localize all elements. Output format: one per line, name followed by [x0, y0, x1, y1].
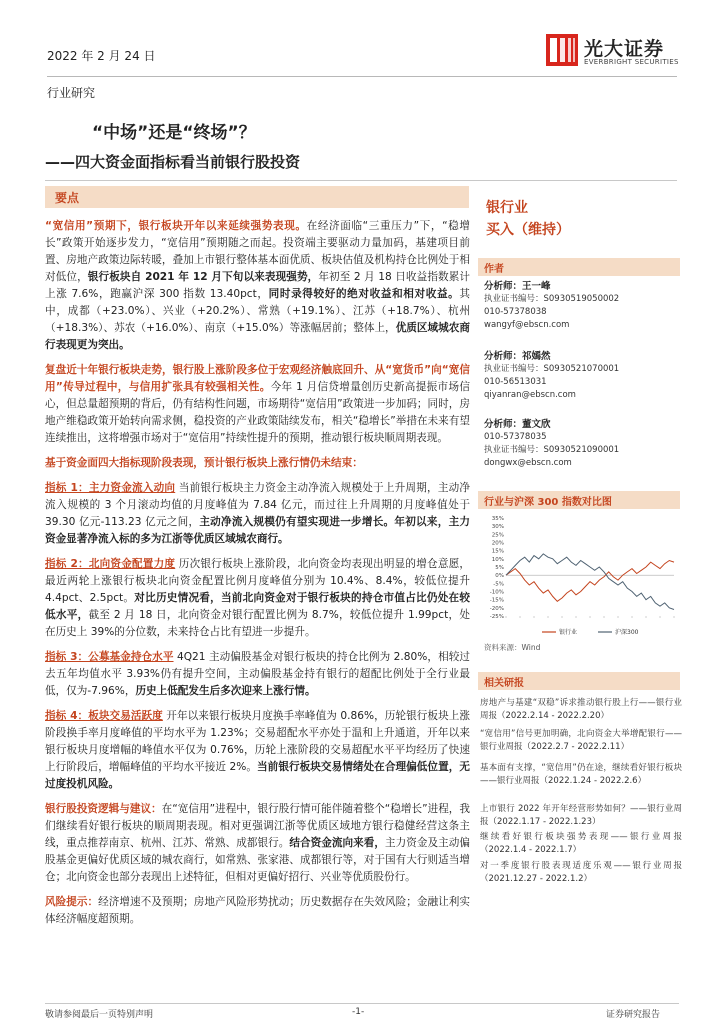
analyst-2-name: 分析师：祁嫣然 [484, 351, 551, 362]
indicator-1-bold: 主动净流入规模仍有望实现进一步增长。年初以来，主力资金显著净流入标的多为江浙等优质区域城农商行。 [45, 516, 471, 545]
analyst-3-email[interactable]: dongwx@ebscn.com [484, 458, 572, 468]
p3-lead: 基于资金面四大指标现阶段表现，预计银行板块上涨行情仍未结束： [45, 457, 363, 469]
y-tick-label: -5% [493, 581, 504, 588]
paragraph-indicator-4 [45, 708, 470, 793]
related-report-3[interactable]: 基本面有支撑，“宽信用”仍在途，继续看好银行板块——银行业周报（2022.1.24 - 2022.2.6） [480, 763, 682, 786]
footer-report-type: 证券研究报告 [606, 1010, 661, 1020]
analyst-1 [484, 280, 680, 332]
indicator-4-bold: 当前银行板块交易情绪处在合理偏低位置，无过度投机风险。 [45, 761, 470, 790]
indicator-3-bold: 历史上低配发生后多次迎来上涨行情。 [135, 685, 316, 697]
paragraph-3 [45, 455, 470, 472]
indicator-1-label: 指标 1：主力资金流入动向 [45, 482, 176, 494]
analyst-3-cert: 执业证书编号：S0930521090001 [484, 445, 620, 455]
p2-lead: 复盘近十年银行板块走势，银行股上涨阶段多位于宏观经济触底回升、从“宽货币”向“宽信用”传导过程中，与信用扩张具有较强相关性。 [45, 364, 470, 393]
index-comparison-chart [482, 512, 678, 640]
y-tick-label: 0% [495, 573, 504, 580]
investment-text: 在“宽信用”进程中，银行股行情可能伴随着整个“稳增长”进程，我们继续看好银行板块的顺周期表现。相对更强调江浙等优质区域地方银行稳健经营这条主线，重点推荐南京、杭州、江苏、常熟、成都银行。 [45, 803, 471, 849]
related-report-5[interactable]: 继续看好银行板块强势表现——银行业周报（2022.1.4 - 2022.1.7） [480, 832, 682, 855]
chart-heading-bar [478, 491, 680, 509]
analyst-2-cert: 执业证书编号：S0930521070001 [484, 364, 620, 374]
summary-body [45, 218, 470, 936]
report-title: “中场”还是“终场”？ [92, 123, 256, 143]
legend-label: 银行业 [559, 629, 578, 636]
p1-lead: “宽信用”预期下，银行板块开年以来延续强势表现。 [45, 220, 307, 232]
page-number: -1- [352, 1007, 365, 1017]
logo-text: 光大证券 [584, 38, 665, 60]
y-tick-label: 15% [491, 548, 504, 555]
investment-label: 银行股投资逻辑与建议： [45, 803, 162, 815]
p2-text: 今年 1 月信贷增量创历史新高提振市场信心，但总量超预期的背后，仍有结构性问题，市场期待“宽信用”政策进一步加码；同时，房地产维稳政策开始转向需求侧，稳投资的产业政策陆续发布，相关“稳增长”举措在未来有望连续推出，这将增强市场对于“宽信用”持续性提升的预期，推动银行板块顺周期表现。 [45, 381, 470, 444]
y-tick-label: 25% [491, 532, 504, 539]
sector-name: 银行业 [486, 200, 528, 216]
report-category: 行业研究 [47, 86, 96, 100]
analyst-1-email[interactable]: wangyf@ebscn.com [484, 320, 570, 330]
everbright-logo-icon [546, 34, 578, 66]
logo-subtext: EVERBRIGHT SECURITIES [584, 58, 679, 66]
summary-heading-bar [45, 186, 469, 208]
paragraph-investment [45, 801, 470, 886]
analyst-2 [484, 350, 680, 402]
analyst-2-phone: 010-56513031 [484, 377, 547, 387]
indicator-1-text: 当前银行板块主力资金主动净流入规模处于上升周期，主动净流入规模的 3 个月滚动均值的月度峰值为 7.84 亿元，而过往上升周期的月度峰值处于 39.30 亿元-113.23 亿元之间， [45, 482, 470, 528]
report-date: 2022 年 2 月 24 日 [47, 49, 156, 63]
y-tick-label: -10% [489, 589, 504, 596]
legend-label: 沪深300 [615, 629, 639, 636]
chart-heading: 行业与沪深 300 指数对比图 [484, 497, 612, 508]
indicator-3-text: 4Q21 主动偏股基金对银行板块的持仓比例为 2.80%，相较过去五年均值水平 3.93%仍有提升空间，主动偏股基金持有银行的超配比例处于全行业最低，仅为-7.96%， [45, 651, 470, 697]
y-tick-label: -20% [489, 605, 504, 612]
y-tick-label: 35% [491, 516, 504, 522]
paragraph-indicator-1 [45, 480, 470, 548]
y-tick-label: -15% [489, 597, 504, 604]
analyst-3-phone: 010-57378035 [484, 432, 547, 442]
y-tick-label: 30% [491, 524, 504, 531]
analyst-2-email[interactable]: qiyanran@ebscn.com [484, 390, 576, 400]
summary-heading: 要点 [55, 191, 80, 205]
investment-bold: 结合资金流向来看， [289, 837, 386, 849]
y-axis [490, 516, 674, 620]
indicator-3-label: 指标 3：公募基金持仓水平 [45, 651, 174, 663]
plot-area [506, 554, 674, 618]
risk-label: 风险提示： [45, 896, 99, 908]
authors-heading-bar [478, 258, 680, 276]
analyst-1-name: 分析师：王一峰 [484, 281, 551, 292]
p1-text: 在经济面临“三重压力”下，“稳增长”政策开始逐步发力，“宽信用”预期随之而起。投资端主要驱动力量加码，基建项目前置、房地产政策边际转暖，叠加上市银行整体基本面优质、板块估值及机构持仓比例处于相对低位， [45, 220, 470, 283]
y-tick-label: 5% [495, 565, 504, 571]
indicator-4-label: 指标 4：板块交易活跃度 [45, 710, 163, 722]
p1-bold-3: 优质区域城农商行表现更为突出。 [45, 322, 470, 351]
investment-text-2: 主力资金及主动偏股基金更偏好优质区域的城农商行，如常熟、张家港、成都银行等，对于国有大行则适当增仓；北向资金也部分表现出上述特征，但相对更偏好招行、兴业等优质股份行。 [45, 837, 471, 883]
chart-source: 资料来源：Wind [484, 643, 541, 652]
paragraph-indicator-2 [45, 556, 470, 641]
title-divider [45, 180, 677, 181]
report-subtitle: ——四大资金面指标看当前银行股投资 [45, 153, 301, 171]
related-heading-bar [478, 672, 680, 690]
paragraph-indicator-3 [45, 649, 470, 700]
paragraph-2 [45, 362, 470, 447]
indicator-2-text-2: 截至 2 月 18 日，北向资金对银行配置比例为 8.7%，较低位提升 1.99pct，处在历史上 39%的分位数，未来持仓占比有望进一步提升。 [45, 609, 470, 638]
authors-heading: 作者 [484, 264, 504, 275]
p1-bold-2: 同时录得较好的绝对收益和相对收益。 [268, 288, 460, 300]
related-report-1[interactable]: 房地产与基建“双稳”诉求推动银行股上行——银行业周报（2022.2.14 - 2022.2.20） [480, 698, 682, 721]
sector-rating: 买入（维持） [486, 222, 570, 238]
header-divider [47, 76, 677, 77]
related-heading: 相关研报 [484, 678, 524, 689]
related-report-2[interactable]: “宽信用”信号更加明确，北向资金大举增配银行——银行业周报（2022.2.7 - 2022.2.11） [480, 729, 682, 752]
analyst-3-name: 分析师：董文欣 [484, 419, 551, 430]
y-tick-label: -25% [489, 614, 504, 620]
paragraph-1 [45, 218, 470, 354]
analyst-1-phone: 010-57378038 [484, 307, 547, 317]
y-tick-label: 10% [491, 556, 504, 563]
footer-divider [45, 1003, 679, 1004]
indicator-2-label: 指标 2：北向资金配置力度 [45, 558, 176, 570]
paragraph-risk [45, 894, 470, 928]
analyst-1-cert: 执业证书编号：S0930519050002 [484, 294, 620, 304]
indicator-4-text: 开年以来银行板块月度换手率峰值为 0.86%，历轮银行板块上涨阶段换手率月度峰值的平均水平为 1.23%；交易超配水平亦处于温和上升通道，开年以来银行板块月度增幅的峰值水平仅为 0.76%，历轮上涨阶段的交易超配水平平均经历了快速上行阶段后，增幅峰值的平均水平接近 2%。 [45, 710, 471, 773]
related-report-6[interactable]: 对一季度银行股表现适度乐观——银行业周报（2021.12.27 - 2022.1.2） [480, 861, 682, 884]
indicator-2-text: 历次银行板块上涨阶段，北向资金均表现出明显的增仓意愿，最近两轮上涨银行板块北向资金配置比例月度峰值分别为 10.4%、8.4%，较低位提升 4.4pct、2.5pct。 [45, 558, 470, 604]
footer-disclaimer: 敬请参阅最后一页特别声明 [45, 1010, 154, 1020]
p1-text-2: 年初至 2 月 18 日收益指数累计上涨 7.6%，跑赢沪深 300 指数 13.40pct， [45, 271, 471, 300]
p1-bold-1: 银行板块自 2021 年 12 月下旬以来表现强势， [87, 271, 319, 283]
related-report-4[interactable]: 上市银行 2022 年开年经营形势如何？——银行业周报（2022.1.17 - 2022.1.23） [480, 804, 682, 827]
risk-text: 经济增速不及预期；房地产风险形势扰动；历史数据存在失效风险；金融让利实体经济幅度超预期。 [45, 896, 471, 925]
analyst-3 [484, 418, 680, 470]
chart-legend [542, 628, 639, 636]
y-tick-label: 20% [491, 540, 504, 547]
p1-text-3: 其中，成都（+23.0%）、兴业（+20.2%）、常熟（+19.1%）、江苏（+18.7%）、杭州（+18.3%）、苏农（+16.0%）、南京（+15.0%）等涨幅居前；整体上， [45, 288, 470, 334]
indicator-2-bold: 对比历史情况看，当前北向资金对于银行板块的持仓市值占比仍处在较低水平， [45, 592, 470, 621]
